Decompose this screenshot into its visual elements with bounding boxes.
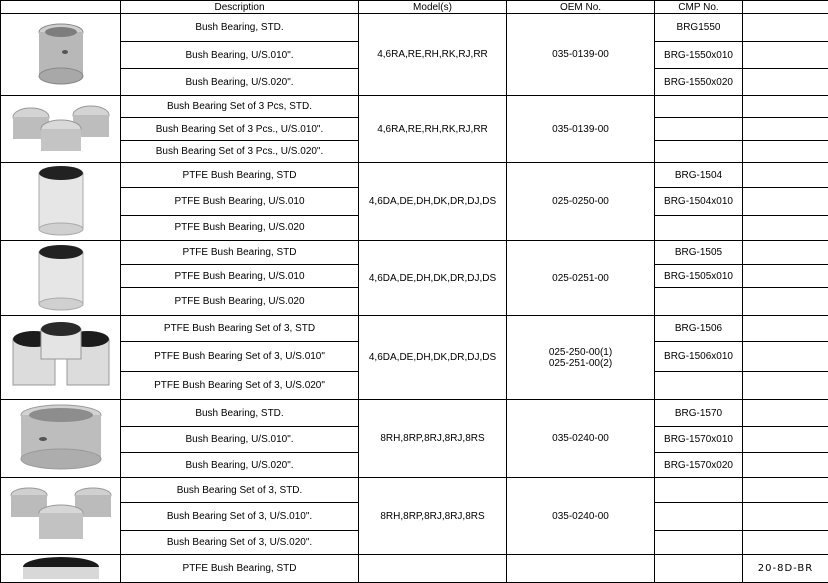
cmp-cell: [655, 372, 743, 400]
extra-cell: [743, 265, 828, 288]
cmp-cell: BRG-1504x010: [655, 188, 743, 215]
oem-cell: 035-0240-00: [507, 400, 655, 478]
cmp-cell: BRG-1506: [655, 316, 743, 342]
description-cell: Bush Bearing, STD.: [121, 14, 359, 42]
extra-cell: [743, 503, 828, 531]
extra-cell: [743, 96, 828, 118]
description-cell: Bush Bearing, U/S.020".: [121, 69, 359, 96]
description-cell: Bush Bearing Set of 3 Pcs, STD.: [121, 96, 359, 118]
description-cell: PTFE Bush Bearing, STD: [121, 241, 359, 265]
ptfe-bush-bearing-photo: [1, 555, 121, 583]
bush-bearing-set-photo: [1, 96, 121, 163]
extra-cell: [743, 478, 828, 503]
header-oem: OEM No.: [507, 1, 655, 14]
header-cmp: CMP No.: [655, 1, 743, 14]
description-cell: PTFE Bush Bearing, STD: [121, 555, 359, 583]
table-row: [1, 555, 828, 583]
model-cell: 8RH,8RP,8RJ,8RJ,8RS: [359, 478, 507, 555]
bush-bearing-photo: [1, 400, 121, 478]
ptfe-bush-bearing-photo: [1, 241, 121, 316]
description-cell: PTFE Bush Bearing, U/S.020: [121, 215, 359, 240]
cmp-cell: [655, 141, 743, 163]
model-cell: 4,6DA,DE,DH,DK,DR,DJ,DS: [359, 241, 507, 316]
description-cell: PTFE Bush Bearing, U/S.010: [121, 265, 359, 288]
cmp-cell: [655, 478, 743, 503]
extra-cell: [743, 14, 828, 42]
extra-cell: [743, 453, 828, 478]
table-row: [1, 400, 828, 427]
oem-cell: [507, 316, 655, 400]
extra-cell: [743, 118, 828, 141]
extra-cell: [743, 427, 828, 453]
header-extra: [743, 1, 828, 14]
description-cell: PTFE Bush Bearing, STD: [121, 163, 359, 188]
model-cell: 4,6DA,DE,DH,DK,DR,DJ,DS: [359, 163, 507, 241]
header-row: [1, 1, 828, 14]
table-row: [1, 478, 828, 503]
ptfe-bush-bearing-set-photo: [1, 316, 121, 400]
oem-cell: 035-0240-00: [507, 478, 655, 555]
cmp-cell: [655, 531, 743, 555]
table-row: [1, 316, 828, 342]
cmp-cell: BRG-1550x020: [655, 69, 743, 96]
bush-bearing-set-photo: [1, 478, 121, 555]
cmp-cell: BRG1550: [655, 14, 743, 42]
table-row: [1, 163, 828, 188]
cmp-cell: BRG-1505x010: [655, 265, 743, 288]
model-cell: [359, 555, 507, 583]
extra-cell: [743, 69, 828, 96]
extra-cell: [743, 163, 828, 188]
cmp-cell: [655, 555, 743, 583]
extra-cell: [743, 342, 828, 372]
description-cell: Bush Bearing Set of 3, U/S.010".: [121, 503, 359, 531]
extra-cell: [743, 188, 828, 215]
oem-cell: 035-0139-00: [507, 14, 655, 96]
cmp-cell: [655, 288, 743, 316]
oem-number-1: 025-250-00(1): [507, 347, 654, 358]
table-row: [1, 241, 828, 265]
extra-cell: [743, 372, 828, 400]
cmp-cell: BRG-1570x020: [655, 453, 743, 478]
description-cell: Bush Bearing Set of 3 Pcs., U/S.020".: [121, 141, 359, 163]
cmp-cell: BRG-1550x010: [655, 42, 743, 69]
model-cell: 8RH,8RP,8RJ,8RJ,8RS: [359, 400, 507, 478]
reference-cell: 20-8D-BR: [743, 555, 828, 583]
description-cell: PTFE Bush Bearing Set of 3, U/S.020": [121, 372, 359, 400]
description-cell: PTFE Bush Bearing, U/S.020: [121, 288, 359, 316]
cmp-cell: [655, 215, 743, 240]
description-cell: PTFE Bush Bearing Set of 3, STD: [121, 316, 359, 342]
header-model: Model(s): [359, 1, 507, 14]
oem-cell: [507, 555, 655, 583]
oem-number-2: 025-251-00(2): [507, 358, 654, 369]
extra-cell: [743, 141, 828, 163]
oem-cell: 035-0139-00: [507, 96, 655, 163]
bush-bearing-photo: [1, 14, 121, 96]
cmp-cell: [655, 503, 743, 531]
extra-cell: [743, 288, 828, 316]
cmp-cell: BRG-1505: [655, 241, 743, 265]
extra-cell: [743, 215, 828, 240]
cmp-cell: [655, 118, 743, 141]
description-cell: PTFE Bush Bearing Set of 3, U/S.010": [121, 342, 359, 372]
description-cell: Bush Bearing Set of 3 Pcs., U/S.010".: [121, 118, 359, 141]
model-cell: 4,6RA,RE,RH,RK,RJ,RR: [359, 96, 507, 163]
description-cell: Bush Bearing, U/S.010".: [121, 42, 359, 69]
model-cell: 4,6DA,DE,DH,DK,DR,DJ,DS: [359, 316, 507, 400]
header-description: Description: [121, 1, 359, 14]
extra-cell: [743, 241, 828, 265]
extra-cell: [743, 531, 828, 555]
description-cell: Bush Bearing, STD.: [121, 400, 359, 427]
cmp-cell: BRG-1570x010: [655, 427, 743, 453]
cmp-cell: BRG-1506x010: [655, 342, 743, 372]
extra-cell: [743, 400, 828, 427]
cmp-cell: BRG-1570: [655, 400, 743, 427]
description-cell: Bush Bearing Set of 3, U/S.020".: [121, 531, 359, 555]
oem-cell: 025-0251-00: [507, 241, 655, 316]
extra-cell: [743, 316, 828, 342]
oem-cell: 025-0250-00: [507, 163, 655, 241]
ptfe-bush-bearing-photo: [1, 163, 121, 241]
header-image: [1, 1, 121, 14]
model-cell: 4,6RA,RE,RH,RK,RJ,RR: [359, 14, 507, 96]
description-cell: Bush Bearing, U/S.010".: [121, 427, 359, 453]
description-cell: PTFE Bush Bearing, U/S.010: [121, 188, 359, 215]
table-row: [1, 14, 828, 42]
description-cell: Bush Bearing, U/S.020".: [121, 453, 359, 478]
extra-cell: [743, 42, 828, 69]
table-row: [1, 96, 828, 118]
cmp-cell: BRG-1504: [655, 163, 743, 188]
description-cell: Bush Bearing Set of 3, STD.: [121, 478, 359, 503]
cmp-cell: [655, 96, 743, 118]
